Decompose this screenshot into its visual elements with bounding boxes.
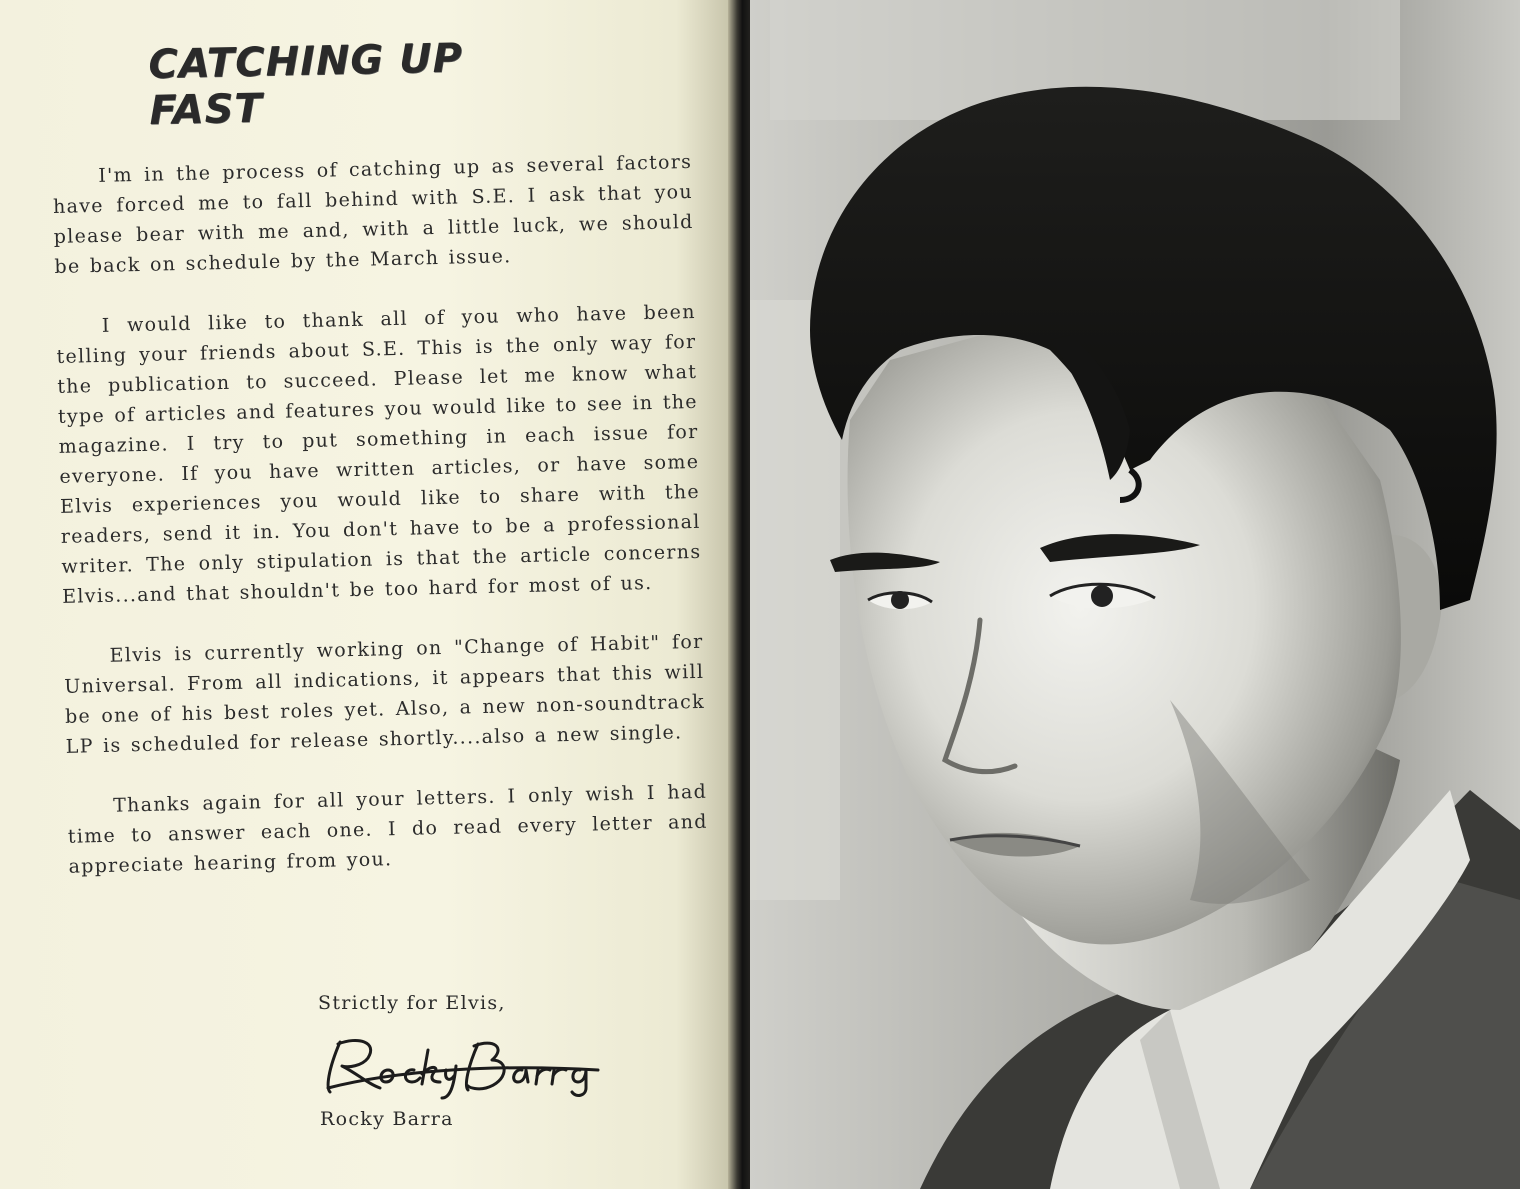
left-page xyxy=(0,0,735,1189)
article-headline: CATCHING UP FAST xyxy=(148,35,464,134)
signoff-line: Strictly for Elvis, xyxy=(318,992,506,1014)
body-paragraph-3: Elvis is currently working on "Change of Habit" for Universal. From all indications, it appears that this will be one of his best roles yet. Also, a new non-soundtrack LP is scheduled for release shortly....also a new single. xyxy=(64,630,706,758)
body-paragraph-4: Thanks again for all your letters. I only wish I had time to answer each one. I do read every letter and appreciate hearing from you. xyxy=(67,780,708,878)
handwritten-signature xyxy=(318,1030,618,1100)
body-paragraph-1: I'm in the process of catching up as several factors have forced me to fall behind with S.E. I ask that you please bear with me and, with a little luck, we should be back on schedule by the March issue. xyxy=(52,150,694,278)
body-paragraph-2: I would like to thank all of you who have been telling your friends about S.E. This is the only way for the publication to succeed. Please let me know what type of articles and features you would like to see in the magazine. I try to put something in each issue for everyone. If you have written articles, or have some Elvis experiences you would like to share with the readers, send it in. You don't have to be a professional writer. The only stipulation is that the article concerns Elvis...and that shouldn't be too hard for most of us. xyxy=(56,300,702,608)
portrait-photo xyxy=(750,0,1520,1189)
article-body xyxy=(52,147,709,882)
right-page xyxy=(750,0,1520,1189)
printed-name: Rocky Barra xyxy=(320,1108,454,1130)
